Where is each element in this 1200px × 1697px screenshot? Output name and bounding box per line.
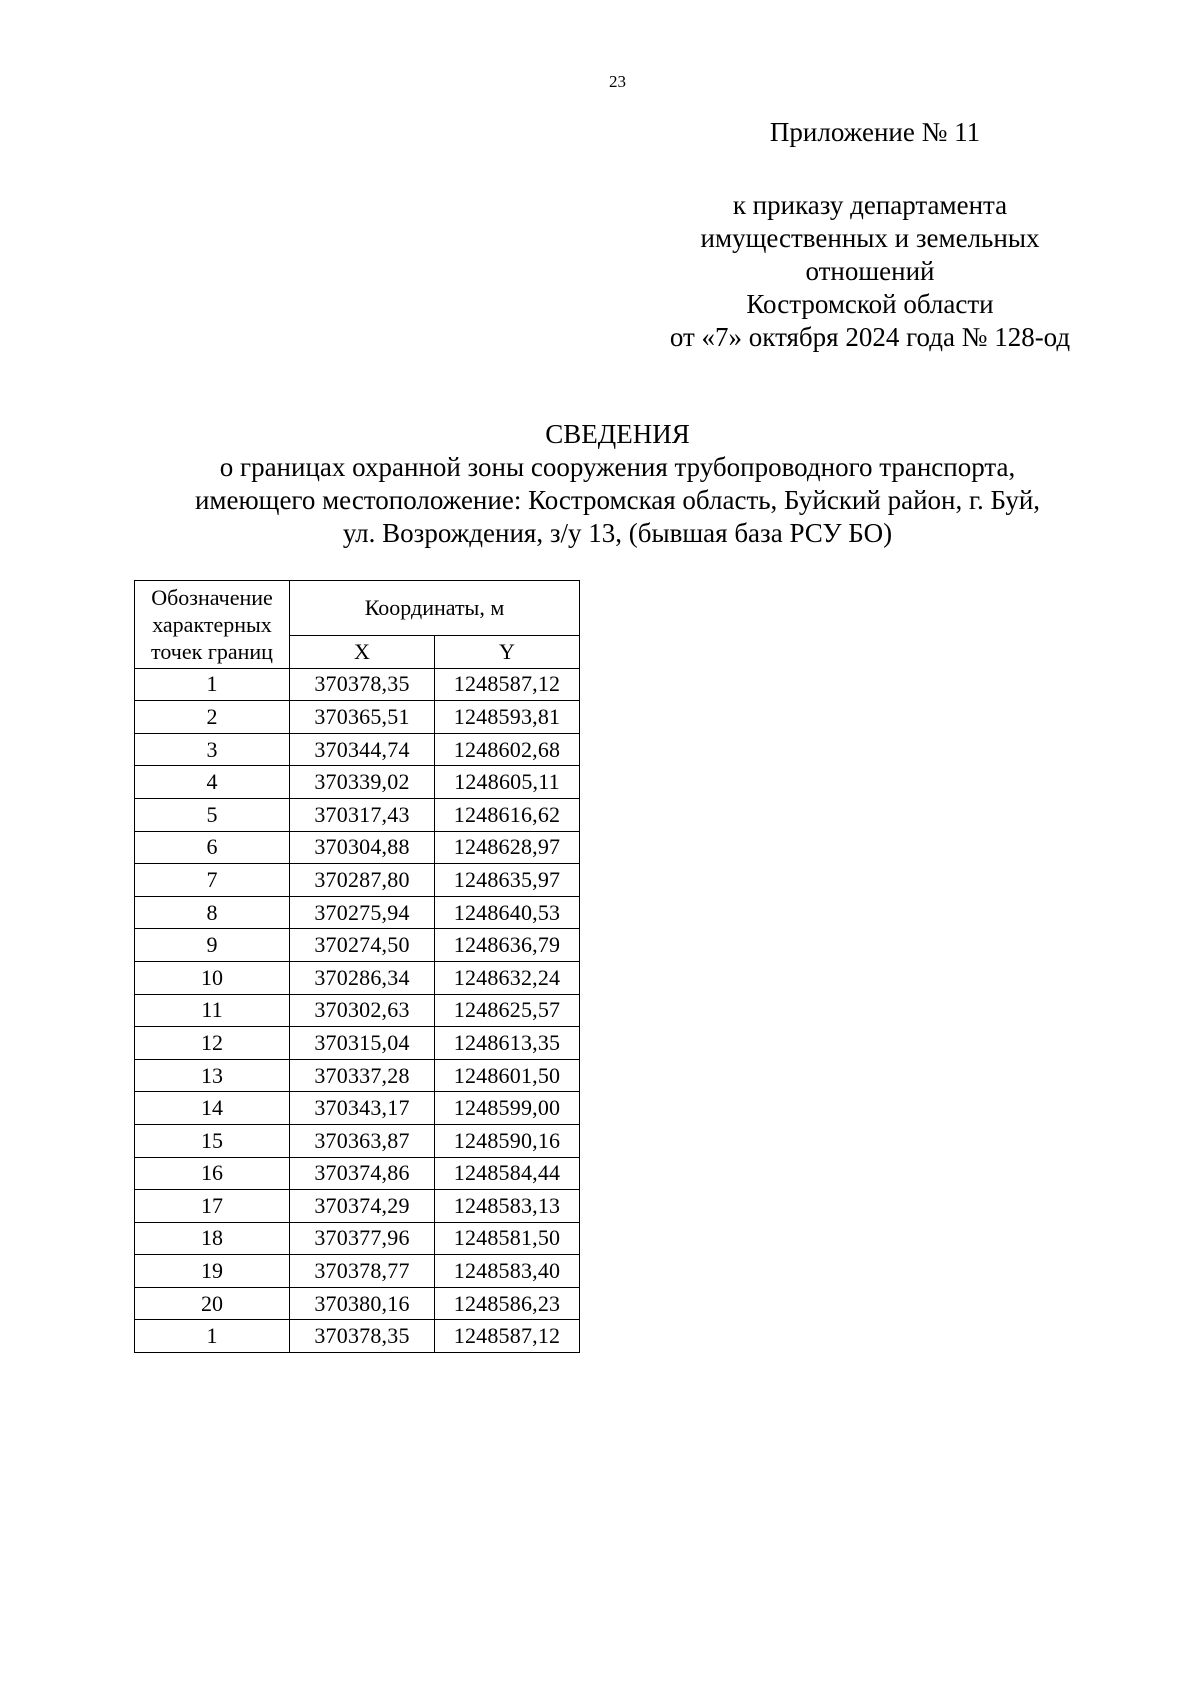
coordinate-y: 1248581,50 [435, 1222, 580, 1255]
table-row [135, 896, 580, 929]
coordinate-x: 370380,16 [290, 1287, 435, 1320]
table-row [135, 1157, 580, 1190]
header-x: X [290, 636, 435, 669]
table-row [135, 766, 580, 799]
coordinate-y: 1248636,79 [435, 929, 580, 962]
point-number: 18 [135, 1222, 290, 1255]
coordinate-x: 370378,35 [290, 1320, 435, 1353]
point-number: 17 [135, 1190, 290, 1223]
point-number: 20 [135, 1287, 290, 1320]
heading-line: ул. Возрождения, з/у 13, (бывшая база РСУ БО) [342, 518, 893, 548]
coordinate-y: 1248587,12 [435, 1320, 580, 1353]
coordinate-x: 370363,87 [290, 1124, 435, 1157]
heading-title: СВЕДЕНИЯ [545, 419, 690, 449]
coordinate-x: 370377,96 [290, 1222, 435, 1255]
table-row [135, 1190, 580, 1223]
table-row [135, 1320, 580, 1353]
document-heading [0, 418, 1200, 550]
coordinate-y: 1248584,44 [435, 1157, 580, 1190]
point-number: 8 [135, 896, 290, 929]
coordinate-x: 370337,28 [290, 1059, 435, 1092]
table-row [135, 831, 580, 864]
coordinate-x: 370378,77 [290, 1255, 435, 1288]
heading-line: о границах охранной зоны сооружения трубопроводного транспорта, [219, 452, 1016, 482]
order-reference-line: имущественных и земельных [700, 223, 1040, 253]
coordinate-y: 1248605,11 [435, 766, 580, 799]
coordinate-y: 1248628,97 [435, 831, 580, 864]
point-number: 10 [135, 961, 290, 994]
point-number: 14 [135, 1092, 290, 1125]
table-row [135, 1092, 580, 1125]
coordinate-y: 1248599,00 [435, 1092, 580, 1125]
page-number: 23 [609, 72, 626, 91]
order-reference-date: от «7» октября 2024 года № 128-од [669, 322, 1071, 352]
coordinate-y: 1248593,81 [435, 701, 580, 734]
table-row [135, 1255, 580, 1288]
coordinate-x: 370374,29 [290, 1190, 435, 1223]
coordinate-x: 370275,94 [290, 896, 435, 929]
table-row [135, 701, 580, 734]
point-number: 4 [135, 766, 290, 799]
point-number: 6 [135, 831, 290, 864]
table-row [135, 1287, 580, 1320]
coordinate-x: 370287,80 [290, 864, 435, 897]
table-row [135, 929, 580, 962]
coordinate-y: 1248583,40 [435, 1255, 580, 1288]
coordinate-x: 370374,86 [290, 1157, 435, 1190]
coordinate-y: 1248635,97 [435, 864, 580, 897]
coordinate-x: 370365,51 [290, 701, 435, 734]
point-number: 2 [135, 701, 290, 734]
point-number: 5 [135, 798, 290, 831]
coordinate-x: 370302,63 [290, 994, 435, 1027]
table-row [135, 994, 580, 1027]
coordinate-x: 370286,34 [290, 961, 435, 994]
coordinate-y: 1248632,24 [435, 961, 580, 994]
order-reference [640, 189, 1100, 354]
coordinate-x: 370344,74 [290, 733, 435, 766]
point-number: 16 [135, 1157, 290, 1190]
order-reference-line: к приказу департамента [732, 190, 1008, 220]
point-number: 19 [135, 1255, 290, 1288]
table-row [135, 798, 580, 831]
point-number: 15 [135, 1124, 290, 1157]
coordinate-x: 370315,04 [290, 1027, 435, 1060]
header-coordinates: Координаты, м [290, 581, 580, 636]
coordinate-y: 1248586,23 [435, 1287, 580, 1320]
coordinates-table-header [135, 581, 580, 669]
coordinate-x: 370343,17 [290, 1092, 435, 1125]
coordinate-x: 370317,43 [290, 798, 435, 831]
table-row [135, 864, 580, 897]
coordinate-y: 1248616,62 [435, 798, 580, 831]
point-number: 7 [135, 864, 290, 897]
point-number: 1 [135, 1320, 290, 1353]
coordinates-table [134, 580, 580, 1353]
point-number: 1 [135, 668, 290, 701]
point-number: 3 [135, 733, 290, 766]
coordinate-y: 1248640,53 [435, 896, 580, 929]
coordinate-y: 1248602,68 [435, 733, 580, 766]
table-row [135, 961, 580, 994]
coordinate-x: 370339,02 [290, 766, 435, 799]
point-number: 9 [135, 929, 290, 962]
header-row [135, 581, 580, 636]
coordinate-y: 1248613,35 [435, 1027, 580, 1060]
order-reference-line: отношений [805, 256, 935, 286]
coordinate-y: 1248601,50 [435, 1059, 580, 1092]
point-number: 11 [135, 994, 290, 1027]
coordinate-x: 370304,88 [290, 831, 435, 864]
order-reference-line: Костромской области [746, 289, 994, 319]
point-number: 13 [135, 1059, 290, 1092]
table-row [135, 668, 580, 701]
header-y: Y [435, 636, 580, 669]
coordinate-y: 1248625,57 [435, 994, 580, 1027]
table-row [135, 1124, 580, 1157]
coordinate-y: 1248583,13 [435, 1190, 580, 1223]
appendix-title: Приложение № 11 [769, 117, 981, 147]
coordinates-table-body [135, 668, 580, 1352]
header-point-designation: Обозначение характерных точек границ [135, 581, 290, 669]
table-row [135, 1222, 580, 1255]
table-row [135, 1027, 580, 1060]
coordinate-x: 370274,50 [290, 929, 435, 962]
heading-line: имеющего местоположение: Костромская область, Буйский район, г. Буй, [194, 485, 1041, 515]
coordinate-x: 370378,35 [290, 668, 435, 701]
table-row [135, 1059, 580, 1092]
coordinate-y: 1248587,12 [435, 668, 580, 701]
table-row [135, 733, 580, 766]
point-number: 12 [135, 1027, 290, 1060]
coordinate-y: 1248590,16 [435, 1124, 580, 1157]
